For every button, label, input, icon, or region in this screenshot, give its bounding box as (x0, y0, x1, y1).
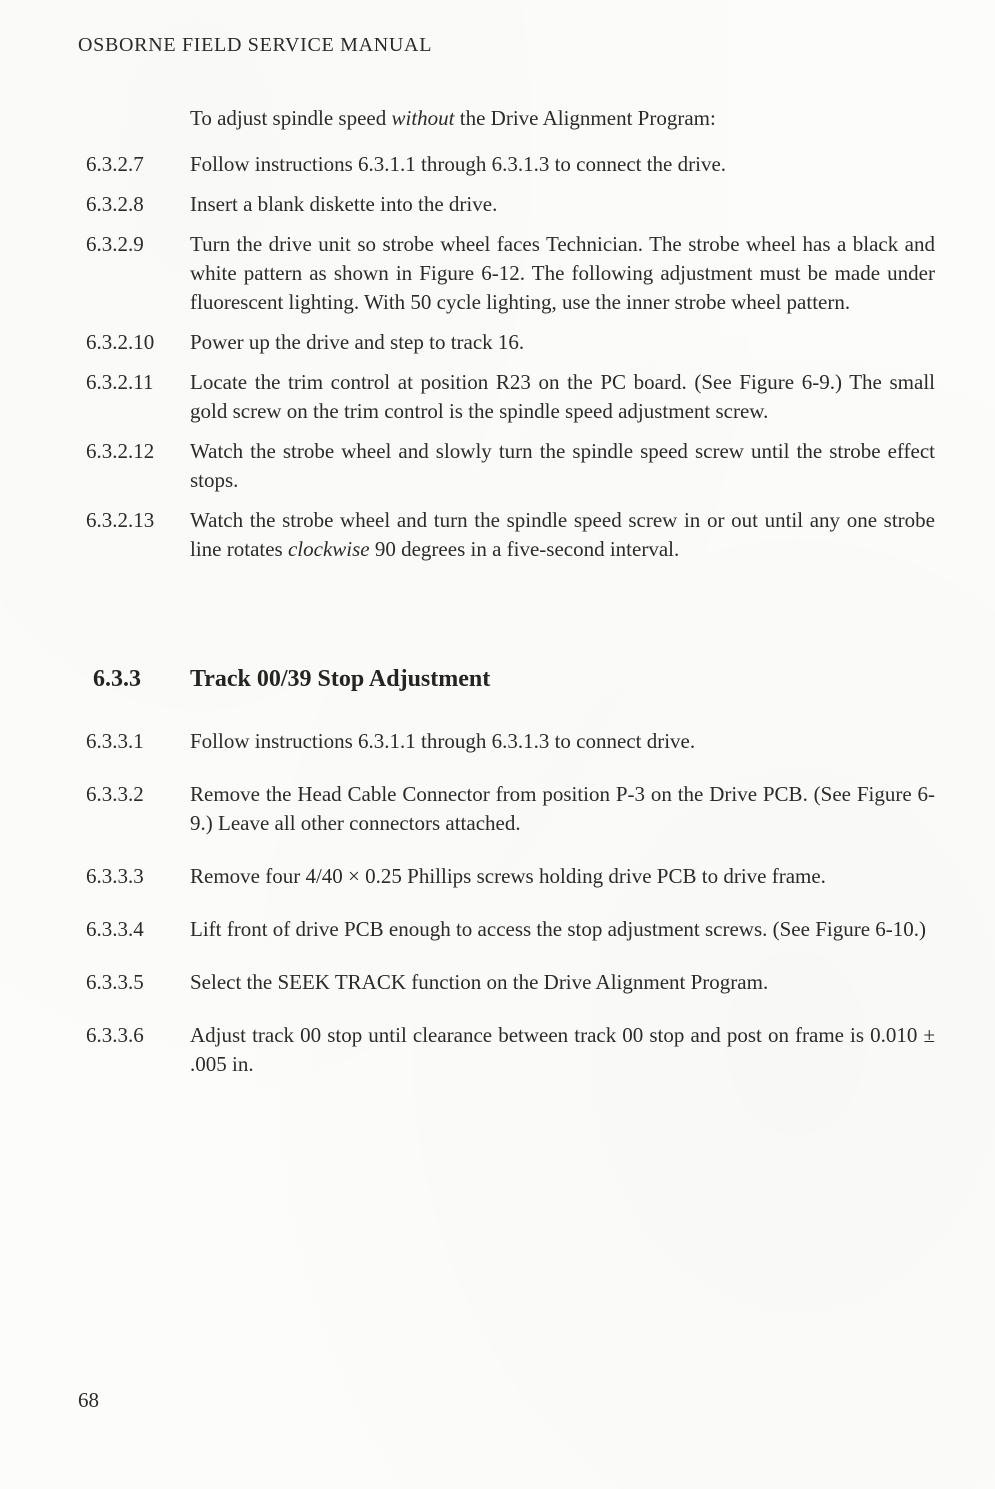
text-segment: Insert a blank diskette into the drive. (190, 192, 498, 216)
step-number: 6.3.2.13 (86, 508, 155, 532)
procedure-step (86, 437, 935, 495)
text-segment: Power up the drive and step to track 16. (190, 330, 525, 354)
text-segment: Locate the trim control at position R23 on the PC board. (See Figure 6-9.) The small gold screw on the trim control is the spindle speed adjustment screw. (190, 370, 935, 423)
step-text (190, 780, 935, 838)
step-text (190, 437, 935, 495)
procedure-step (86, 727, 935, 756)
text-segment: Remove four 4/40 × 0.25 Phillips screws holding drive PCB to drive frame. (190, 864, 826, 888)
text-segment-italic: without (391, 106, 455, 130)
step-number: 6.3.3.5 (86, 970, 144, 994)
text-segment: Adjust track 00 stop until clearance between track 00 stop and post on frame is 0.010 ± .005 in. (190, 1023, 935, 1076)
text-segment: Remove the Head Cable Connector from position P-3 on the Drive PCB. (See Figure 6-9.) Leave all other connectors attached. (190, 782, 935, 835)
step-text (190, 727, 935, 756)
step-number: 6.3.2.11 (86, 370, 154, 394)
step-number: 6.3.2.9 (86, 232, 144, 256)
text-segment: Watch the strobe wheel and turn the spindle speed screw in or out until any one strobe line rotates (190, 508, 935, 561)
procedure-step (86, 150, 935, 179)
procedure-step (86, 862, 935, 891)
page-number: 68 (78, 1388, 99, 1412)
step-number: 6.3.3.2 (86, 782, 144, 806)
procedure-step (86, 328, 935, 357)
text-segment: 90 degrees in a five-second interval. (369, 537, 680, 561)
step-number: 6.3.2.7 (86, 152, 144, 176)
text-segment: Watch the strobe wheel and slowly turn the spindle speed screw until the strobe effect stops. (190, 439, 935, 492)
step-number: 6.3.2.12 (86, 439, 155, 463)
step-number: 6.3.2.10 (86, 330, 155, 354)
step-text (190, 968, 935, 997)
step-text (190, 190, 935, 219)
step-text (190, 862, 935, 891)
step-text (190, 915, 935, 944)
text-segment-italic: clockwise (287, 537, 370, 561)
text-segment: Turn the drive unit so strobe wheel faces Technician. The strobe wheel has a black and white pattern as shown in Figure 6-12. The following adjustment must be made under fluorescent lighting. With 50 cycle lighting, use the inner strobe wheel pattern. (190, 232, 935, 314)
step-text (190, 506, 935, 564)
running-header: OSBORNE FIELD SERVICE MANUAL (78, 34, 433, 56)
procedure-step (86, 190, 935, 219)
section-heading-633 (86, 662, 935, 696)
text-segment: Follow instructions 6.3.1.1 through 6.3.1.3 to connect the drive. (190, 152, 727, 176)
procedure-step (86, 780, 935, 838)
procedure-step (86, 506, 935, 564)
text-segment: To adjust spindle speed (190, 106, 392, 130)
procedure-step (86, 968, 935, 997)
step-text (190, 230, 935, 317)
step-text (190, 1021, 935, 1079)
intro-paragraph (190, 104, 935, 133)
step-number: 6.3.3.4 (86, 917, 144, 941)
procedure-step (86, 1021, 935, 1079)
procedure-section-632 (86, 150, 935, 564)
step-number: 6.3.3.1 (86, 729, 144, 753)
text-segment: Follow instructions 6.3.1.1 through 6.3.1.3 to connect drive. (190, 729, 696, 753)
step-text (190, 150, 935, 179)
step-number: 6.3.2.8 (86, 192, 144, 216)
procedure-step (86, 230, 935, 317)
step-number: 6.3.3.6 (86, 1023, 144, 1047)
text-segment: Select the SEEK TRACK function on the Drive Alignment Program. (190, 970, 769, 994)
page-content (86, 104, 935, 1103)
procedure-step (86, 915, 935, 944)
procedure-step (86, 368, 935, 426)
section-number: 6.3.3 (93, 666, 141, 692)
procedure-section-633 (86, 727, 935, 1079)
step-number: 6.3.3.3 (86, 864, 144, 888)
text-segment: the Drive Alignment Program: (454, 106, 716, 130)
section-title: Track 00/39 Stop Adjustment (190, 666, 491, 692)
step-text (190, 328, 935, 357)
step-text (190, 368, 935, 426)
text-segment: Lift front of drive PCB enough to access the stop adjustment screws. (See Figure 6-10.) (190, 917, 927, 941)
